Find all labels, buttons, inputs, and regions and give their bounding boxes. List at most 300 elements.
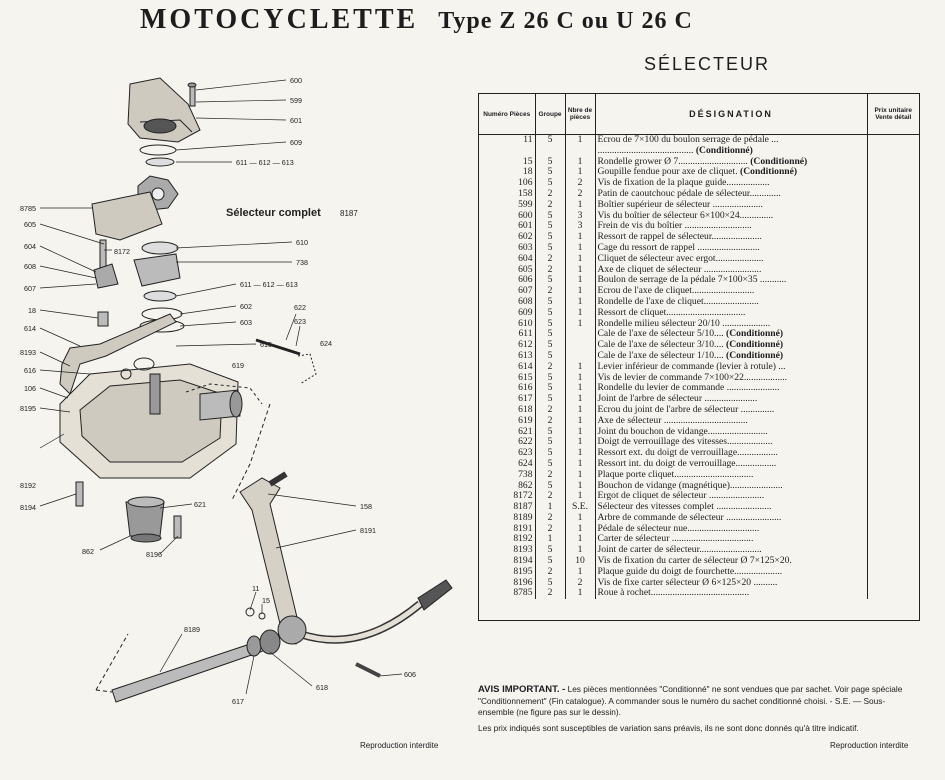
group-cell: 5 bbox=[535, 373, 565, 384]
part-number-cell: 618 bbox=[479, 405, 535, 416]
designation-cell bbox=[595, 427, 867, 438]
designation-cell bbox=[595, 448, 867, 459]
price-cell bbox=[867, 502, 919, 513]
part-number-cell: 862 bbox=[479, 481, 535, 492]
table-row bbox=[479, 362, 919, 373]
price-cell bbox=[867, 448, 919, 459]
part-number-cell: 616 bbox=[479, 383, 535, 394]
table-row bbox=[479, 351, 919, 362]
group-cell: 1 bbox=[535, 502, 565, 513]
quantity-cell bbox=[565, 329, 595, 340]
table-row bbox=[479, 383, 919, 394]
price-cell bbox=[867, 308, 919, 319]
price-cell bbox=[867, 437, 919, 448]
group-cell: 2 bbox=[535, 524, 565, 535]
part-number-cell: 8191 bbox=[479, 524, 535, 535]
group-cell: 2 bbox=[535, 254, 565, 265]
designation-cell bbox=[595, 437, 867, 448]
table-row bbox=[479, 254, 919, 265]
designation-cell bbox=[595, 567, 867, 578]
part-label: 738 bbox=[296, 258, 308, 267]
price-cell bbox=[867, 286, 919, 297]
part-label: 11 bbox=[252, 584, 260, 593]
designation-text: Plaque porte cliquet................................. bbox=[597, 469, 754, 480]
group-cell: 2 bbox=[535, 265, 565, 276]
part-label: 608 bbox=[24, 262, 36, 271]
quantity-cell: 2 bbox=[565, 189, 595, 200]
designation-text: Axe de sélecteur ................................... bbox=[597, 415, 748, 426]
table-row bbox=[479, 340, 919, 351]
part-label: 158 bbox=[360, 502, 372, 511]
designation-cell bbox=[595, 157, 867, 168]
part-label: 8191 bbox=[360, 526, 376, 535]
designation-text: Cale de l'axe de sélecteur 3/10.... bbox=[597, 340, 724, 351]
part-label: 8189 bbox=[184, 625, 200, 634]
group-cell: 5 bbox=[535, 275, 565, 286]
part-number-cell: 8189 bbox=[479, 513, 535, 524]
designation-text: Rondelle de l'axe de cliquet....................... bbox=[597, 296, 759, 307]
part-label: 8194 bbox=[20, 503, 36, 512]
group-cell: 5 bbox=[535, 578, 565, 589]
designation-cell bbox=[595, 405, 867, 416]
part-label: 611 — 612 — 613 bbox=[236, 158, 294, 167]
price-cell bbox=[867, 470, 919, 481]
col-header-designation: DÉSIGNATION bbox=[595, 94, 867, 135]
table-row bbox=[479, 448, 919, 459]
designation-text: Cliquet de sélecteur avec ergot.................... bbox=[597, 253, 764, 264]
quantity-cell: 1 bbox=[565, 394, 595, 405]
table-row bbox=[479, 221, 919, 232]
designation-cell bbox=[595, 329, 867, 340]
quantity-cell: 1 bbox=[565, 383, 595, 394]
table-row bbox=[479, 189, 919, 200]
quantity-cell: 1 bbox=[565, 491, 595, 502]
part-number-cell: 602 bbox=[479, 232, 535, 243]
table-row bbox=[479, 243, 919, 254]
part-number-cell: 608 bbox=[479, 297, 535, 308]
designation-cell bbox=[595, 588, 867, 599]
price-cell bbox=[867, 481, 919, 492]
group-cell: 5 bbox=[535, 167, 565, 178]
group-cell: 2 bbox=[535, 189, 565, 200]
table-row bbox=[479, 135, 919, 146]
part-label: 600 bbox=[290, 76, 302, 85]
part-label: 624 bbox=[320, 339, 332, 348]
part-label: 617 bbox=[232, 697, 244, 706]
group-cell: 5 bbox=[535, 351, 565, 362]
reproduction-notice-left: Reproduction interdite bbox=[360, 741, 439, 750]
group-cell: 5 bbox=[535, 383, 565, 394]
group-cell: 5 bbox=[535, 135, 565, 146]
group-cell: 1 bbox=[535, 534, 565, 545]
part-number-cell bbox=[479, 146, 535, 157]
price-cell bbox=[867, 373, 919, 384]
parts-table bbox=[478, 93, 920, 621]
group-cell: 2 bbox=[535, 286, 565, 297]
quantity-cell: 1 bbox=[565, 416, 595, 427]
table-row bbox=[479, 427, 919, 438]
price-cell bbox=[867, 362, 919, 373]
price-cell bbox=[867, 265, 919, 276]
designation-cell bbox=[595, 416, 867, 427]
group-cell: 5 bbox=[535, 394, 565, 405]
designation-cell bbox=[595, 167, 867, 178]
group-cell: 2 bbox=[535, 513, 565, 524]
designation-text: Ressort de rappel de sélecteur..................... bbox=[597, 232, 762, 243]
designation-text: Vis de fixation de la plaque guide.................. bbox=[597, 178, 770, 189]
table-row bbox=[479, 405, 919, 416]
quantity-cell: 1 bbox=[565, 524, 595, 535]
group-cell: 5 bbox=[535, 448, 565, 459]
part-label: 611 — 612 — 613 bbox=[240, 280, 298, 289]
part-number-cell: 8193 bbox=[479, 545, 535, 556]
conditionne-tag: (Conditionné) bbox=[750, 156, 808, 167]
quantity-cell: 2 bbox=[565, 178, 595, 189]
quantity-cell: 1 bbox=[565, 157, 595, 168]
designation-cell bbox=[595, 534, 867, 545]
part-label: 607 bbox=[24, 284, 36, 293]
quantity-cell bbox=[565, 351, 595, 362]
notice-paragraph-1: Les pièces mentionnées "Conditionné" ne sont vendues que par sachet. Voir page spéciale "Conditionnement" (Fin catalogue). A commander sous le numéro du sachet conditionné choisi. - S.E. — Sous-ensemble (ne figure pas sur le dessin). bbox=[478, 684, 903, 717]
designation-text: Vis du boîtier de sélecteur 6×100×24.............. bbox=[597, 210, 774, 221]
designation-cell bbox=[595, 383, 867, 394]
parts-table-body bbox=[479, 135, 919, 600]
designation-cell bbox=[595, 319, 867, 330]
quantity-cell: 1 bbox=[565, 545, 595, 556]
designation-text: Ressort int. du doigt de verrouillage................. bbox=[597, 458, 777, 469]
designation-text: Ergot de cliquet de sélecteur ....................... bbox=[597, 491, 765, 502]
conditionne-tag: (Conditionné) bbox=[740, 167, 798, 178]
designation-cell bbox=[595, 243, 867, 254]
quantity-cell: 3 bbox=[565, 221, 595, 232]
group-cell: 5 bbox=[535, 556, 565, 567]
part-label: 609 bbox=[290, 138, 302, 147]
designation-text: Sélecteur des vitesses complet ....................... bbox=[597, 502, 772, 513]
price-cell bbox=[867, 394, 919, 405]
designation-cell bbox=[595, 578, 867, 589]
quantity-cell: 3 bbox=[565, 211, 595, 222]
quantity-cell: 1 bbox=[565, 481, 595, 492]
price-cell bbox=[867, 211, 919, 222]
group-cell: 5 bbox=[535, 329, 565, 340]
price-cell bbox=[867, 351, 919, 362]
part-number-cell: 614 bbox=[479, 362, 535, 373]
designation-cell bbox=[595, 286, 867, 297]
group-cell: 5 bbox=[535, 297, 565, 308]
page-title bbox=[0, 4, 945, 36]
quantity-cell: 1 bbox=[565, 254, 595, 265]
table-row bbox=[479, 556, 919, 567]
part-number-cell: 18 bbox=[479, 167, 535, 178]
notice-paragraph-2: Les prix indiqués sont susceptibles de variation sans préavis, ils ne sont donc donnés qu'à titre indicatif. bbox=[478, 722, 859, 733]
designation-text: Joint du bouchon de vidange......................... bbox=[597, 426, 768, 437]
price-cell bbox=[867, 556, 919, 567]
part-number-cell: 619 bbox=[479, 416, 535, 427]
price-cell bbox=[867, 405, 919, 416]
part-number-cell: 8195 bbox=[479, 567, 535, 578]
part-number-cell: 15 bbox=[479, 157, 535, 168]
designation-text: ........................................ bbox=[597, 145, 694, 156]
quantity-cell: 1 bbox=[565, 513, 595, 524]
part-number-cell: 11 bbox=[479, 135, 535, 146]
quantity-cell: 1 bbox=[565, 459, 595, 470]
quantity-cell: S.E. bbox=[565, 502, 595, 513]
group-cell: 5 bbox=[535, 211, 565, 222]
table-row bbox=[479, 513, 919, 524]
table-row bbox=[479, 578, 919, 589]
part-label: 621 bbox=[194, 500, 206, 509]
quantity-cell: 1 bbox=[565, 534, 595, 545]
table-row bbox=[479, 329, 919, 340]
table-row bbox=[479, 470, 919, 481]
table-row bbox=[479, 178, 919, 189]
part-label: 8192 bbox=[20, 481, 36, 490]
col-header-numero: Numéro Pièces bbox=[479, 94, 535, 135]
table-row bbox=[479, 588, 919, 599]
price-cell bbox=[867, 459, 919, 470]
group-cell: 5 bbox=[535, 437, 565, 448]
table-row bbox=[479, 459, 919, 470]
part-label: 615 bbox=[260, 340, 272, 349]
part-number-cell: 158 bbox=[479, 189, 535, 200]
group-cell: 5 bbox=[535, 340, 565, 351]
designation-cell bbox=[595, 254, 867, 265]
designation-cell bbox=[595, 470, 867, 481]
col-header-nbre: Nbre de pièces bbox=[565, 94, 595, 135]
part-number-cell: 621 bbox=[479, 427, 535, 438]
quantity-cell: 1 bbox=[565, 243, 595, 254]
table-row bbox=[479, 167, 919, 178]
part-number-cell: 603 bbox=[479, 243, 535, 254]
designation-text: Boîtier supérieur de sélecteur ..................... bbox=[597, 199, 763, 210]
part-number-cell: 738 bbox=[479, 470, 535, 481]
designation-text: Goupille fendue pour axe de cliquet. bbox=[597, 167, 738, 178]
table-row bbox=[479, 146, 919, 157]
designation-text: Arbre de commande de sélecteur ....................... bbox=[597, 512, 782, 523]
quantity-cell: 1 bbox=[565, 405, 595, 416]
designation-text: Carter de sélecteur .................................. bbox=[597, 534, 754, 545]
designation-text: Axe de cliquet de sélecteur ........................ bbox=[597, 264, 762, 275]
quantity-cell: 1 bbox=[565, 135, 595, 146]
part-label: 623 bbox=[294, 317, 306, 326]
designation-cell bbox=[595, 340, 867, 351]
table-row bbox=[479, 232, 919, 243]
designation-text: Rondelle milieu sélecteur 20/10 .................... bbox=[597, 318, 771, 329]
price-cell bbox=[867, 157, 919, 168]
table-row bbox=[479, 481, 919, 492]
designation-cell bbox=[595, 351, 867, 362]
part-number-cell: 605 bbox=[479, 265, 535, 276]
designation-cell bbox=[595, 297, 867, 308]
part-label: 610 bbox=[296, 238, 308, 247]
part-label: 606 bbox=[404, 670, 416, 679]
quantity-cell: 1 bbox=[565, 297, 595, 308]
part-number-cell: 606 bbox=[479, 275, 535, 286]
part-label: 602 bbox=[240, 302, 252, 311]
designation-cell bbox=[595, 545, 867, 556]
table-row bbox=[479, 491, 919, 502]
price-cell bbox=[867, 167, 919, 178]
conditionne-tag: (Conditionné) bbox=[695, 145, 753, 156]
group-cell: 5 bbox=[535, 221, 565, 232]
designation-text: Ressort de cliquet................................. bbox=[597, 307, 746, 318]
designation-cell bbox=[595, 459, 867, 470]
designation-text: Bouchon de vidange (magnétique)...................... bbox=[597, 480, 783, 491]
part-label: 599 bbox=[290, 96, 302, 105]
designation-cell bbox=[595, 232, 867, 243]
group-cell: 5 bbox=[535, 308, 565, 319]
quantity-cell: 1 bbox=[565, 275, 595, 286]
part-label: 622 bbox=[294, 303, 306, 312]
quantity-cell bbox=[565, 340, 595, 351]
designation-text: Boulon de serrage de la pédale 7×100×35 ........... bbox=[597, 275, 787, 286]
quantity-cell: 1 bbox=[565, 437, 595, 448]
table-row bbox=[479, 265, 919, 276]
designation-cell bbox=[595, 200, 867, 211]
table-row bbox=[479, 524, 919, 535]
quantity-cell: 1 bbox=[565, 319, 595, 330]
designation-cell bbox=[595, 373, 867, 384]
designation-text: Plaque guide du doigt de fourchette.................... bbox=[597, 566, 783, 577]
designation-cell bbox=[595, 491, 867, 502]
price-cell bbox=[867, 254, 919, 265]
price-cell bbox=[867, 340, 919, 351]
price-cell bbox=[867, 319, 919, 330]
designation-cell bbox=[595, 524, 867, 535]
designation-text: Vis de fixe carter sélecteur Ø 6×125×20 .......... bbox=[597, 577, 778, 588]
title-main: MOTOCYCLETTE bbox=[140, 4, 419, 35]
col-header-prix: Prix unitaire Vente détail bbox=[867, 94, 919, 135]
quantity-cell: 1 bbox=[565, 373, 595, 384]
designation-cell bbox=[595, 556, 867, 567]
price-cell bbox=[867, 416, 919, 427]
part-number-cell: 8187 bbox=[479, 502, 535, 513]
designation-cell bbox=[595, 308, 867, 319]
quantity-cell bbox=[565, 146, 595, 157]
table-row bbox=[479, 275, 919, 286]
part-label: 605 bbox=[24, 220, 36, 229]
table-row bbox=[479, 567, 919, 578]
group-cell: 5 bbox=[535, 232, 565, 243]
designation-text: Rondelle grower Ø 7............................. bbox=[597, 156, 748, 167]
group-cell: 5 bbox=[535, 459, 565, 470]
col-header-groupe: Groupe bbox=[535, 94, 565, 135]
designation-text: Roue à rochet......................................... bbox=[597, 588, 750, 599]
table-row bbox=[479, 286, 919, 297]
price-cell bbox=[867, 578, 919, 589]
table-row bbox=[479, 416, 919, 427]
part-label: 604 bbox=[24, 242, 36, 251]
price-cell bbox=[867, 534, 919, 545]
price-cell bbox=[867, 232, 919, 243]
price-cell bbox=[867, 329, 919, 340]
quantity-cell: 1 bbox=[565, 427, 595, 438]
table-row bbox=[479, 157, 919, 168]
price-cell bbox=[867, 513, 919, 524]
designation-text: Ecrou de l'axe de cliquet.......................... bbox=[597, 286, 755, 297]
designation-cell bbox=[595, 211, 867, 222]
designation-text: Vis de fixation du carter de sélecteur Ø 7×125×20. bbox=[597, 556, 792, 567]
designation-text: Pédale de sélecteur nue.............................. bbox=[597, 523, 760, 534]
designation-text: Rondelle du levier de commande ...................... bbox=[597, 383, 780, 394]
group-cell: 5 bbox=[535, 157, 565, 168]
part-label: 8195 bbox=[20, 404, 36, 413]
part-number-cell: 622 bbox=[479, 437, 535, 448]
part-number-cell: 600 bbox=[479, 211, 535, 222]
quantity-cell: 1 bbox=[565, 362, 595, 373]
table-row bbox=[479, 502, 919, 513]
designation-cell bbox=[595, 513, 867, 524]
diagram-caption-ref: 8187 bbox=[340, 209, 358, 218]
group-cell: 5 bbox=[535, 178, 565, 189]
quantity-cell: 1 bbox=[565, 470, 595, 481]
group-cell: 5 bbox=[535, 243, 565, 254]
table-row bbox=[479, 319, 919, 330]
reproduction-notice-right: Reproduction interdite bbox=[830, 741, 909, 750]
section-subtitle: SÉLECTEUR bbox=[644, 54, 771, 74]
price-cell bbox=[867, 297, 919, 308]
designation-cell bbox=[595, 135, 867, 146]
part-number-cell: 624 bbox=[479, 459, 535, 470]
table-row bbox=[479, 534, 919, 545]
price-cell bbox=[867, 427, 919, 438]
part-number-cell: 8172 bbox=[479, 491, 535, 502]
part-label: 603 bbox=[240, 318, 252, 327]
part-number-cell: 601 bbox=[479, 221, 535, 232]
table-row bbox=[479, 297, 919, 308]
designation-cell bbox=[595, 189, 867, 200]
table-row bbox=[479, 308, 919, 319]
group-cell bbox=[535, 146, 565, 157]
quantity-cell: 10 bbox=[565, 556, 595, 567]
price-cell bbox=[867, 275, 919, 286]
designation-text: Frein de vis du boîtier ............................ bbox=[597, 221, 752, 232]
designation-text: Ressort ext. du doigt de verrouillage................. bbox=[597, 448, 778, 459]
table-row bbox=[479, 394, 919, 405]
designation-text: Cale de l'axe de sélecteur 5/10.... bbox=[597, 329, 724, 340]
group-cell: 5 bbox=[535, 481, 565, 492]
part-label: 862 bbox=[82, 547, 94, 556]
group-cell: 2 bbox=[535, 567, 565, 578]
designation-cell bbox=[595, 481, 867, 492]
quantity-cell: 2 bbox=[565, 578, 595, 589]
designation-cell bbox=[595, 178, 867, 189]
part-number-cell: 106 bbox=[479, 178, 535, 189]
notice-label: AVIS IMPORTANT. - bbox=[478, 684, 566, 695]
price-cell bbox=[867, 383, 919, 394]
designation-cell bbox=[595, 394, 867, 405]
price-cell bbox=[867, 178, 919, 189]
part-number-cell: 610 bbox=[479, 319, 535, 330]
part-number-cell: 613 bbox=[479, 351, 535, 362]
part-label: 601 bbox=[290, 116, 302, 125]
price-cell bbox=[867, 135, 919, 146]
part-label: 614 bbox=[24, 324, 36, 333]
part-label: 619 bbox=[232, 361, 244, 370]
designation-cell bbox=[595, 502, 867, 513]
designation-text: Vis de levier de commande 7×100×22.................. bbox=[597, 372, 788, 383]
title-type: Type Z 26 C ou U 26 C bbox=[438, 8, 693, 34]
part-label: 8785 bbox=[20, 204, 36, 213]
part-label: 106 bbox=[24, 384, 36, 393]
part-label: 8196 bbox=[146, 550, 162, 559]
designation-text: Doigt de verrouillage des vitesses................... bbox=[597, 437, 773, 448]
price-cell bbox=[867, 221, 919, 232]
price-cell bbox=[867, 524, 919, 535]
table-row bbox=[479, 373, 919, 384]
quantity-cell: 1 bbox=[565, 588, 595, 599]
group-cell: 2 bbox=[535, 416, 565, 427]
